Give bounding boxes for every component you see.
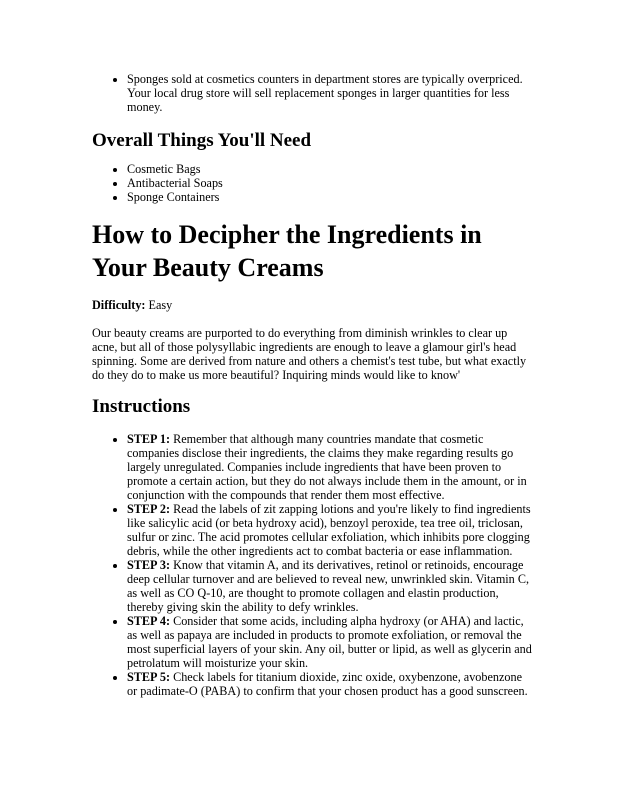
difficulty (92, 298, 532, 312)
difficulty-value: Easy (148, 298, 173, 312)
instructions-heading: Instructions (92, 396, 191, 417)
steps-list (92, 432, 532, 698)
step-label: STEP 4: (127, 614, 171, 628)
document-page (92, 64, 532, 698)
step-text: Check labels for titanium dioxide, zinc oxide, oxybenzone, avobenzone or padimate-O (PABA) to confirm that your chosen product has a good sunscreen. (127, 670, 528, 698)
article-intro: Our beauty creams are purported to do everything from diminish wrinkles to clear up acne, but all of those polysyllabic ingredients are enough to leave a glamour girl's head spinning. Some are derived from nature and others a chemist's test tube, but what exactly do they do to make us more beautiful? Inquiring minds would like to know' (92, 326, 527, 382)
step-item (127, 502, 532, 558)
step-item (127, 670, 532, 698)
things-needed-heading: Overall Things You'll Need (92, 130, 312, 151)
step-item (127, 614, 532, 670)
step-item (127, 432, 532, 502)
step-label: STEP 5: (127, 670, 171, 684)
step-label: STEP 3: (127, 558, 171, 572)
difficulty-label: Difficulty: (92, 298, 146, 312)
tips-list (92, 72, 532, 114)
step-text: Remember that although many countries mandate that cosmetic companies disclose their ingredients, the claims they make regarding results go largely unregulated. Companies include ingredients that have been proven to promote a certain action, but they do not always include them in the amount, or in conjunction with the compounds that render them most effective. (127, 432, 527, 502)
list-item: • Antibacterial Soaps (127, 176, 532, 190)
list-item: • Sponge Containers (127, 190, 532, 204)
step-text: Read the labels of zit zapping lotions and you're likely to find ingredients like salicylic acid (or beta hydroxy acid), benzoyl peroxide, tea tree oil, triclosan, sulfur or zinc. The acid promotes cellular exfoliation, which inhibits pore clogging debris, while the other ingredients act to combat bacteria or ease inflammation. (127, 502, 531, 558)
list-item: • Sponges sold at cosmetics counters in department stores are typically overpriced. Your local drug store will sell replacement sponges in larger quantities for less money. (127, 72, 532, 114)
step-text: Consider that some acids, including alpha hydroxy (or AHA) and lactic, as well as papaya are included in products to promote exfoliation, or removal the most superficial layers of your skin. Any oil, butter or lipid, as well as glycerin and petrolatum will moisturize your skin. (127, 614, 532, 670)
step-text: Know that vitamin A, and its derivatives, retinol or retinoids, encourage deep cellular turnover and are believed to reveal new, unwrinkled skin. Vitamin C, as well as CO Q-10, are thought to promote collagen and elastin production, thereby giving skin the ability to defy wrinkles. (127, 558, 529, 614)
step-label: STEP 1: (127, 432, 171, 446)
things-needed-list (92, 162, 532, 204)
list-item: • Cosmetic Bags (127, 162, 532, 176)
step-label: STEP 2: (127, 502, 171, 516)
article-title: How to Decipher the Ingredients in Your Beauty Creams (92, 220, 482, 282)
step-item (127, 558, 532, 614)
